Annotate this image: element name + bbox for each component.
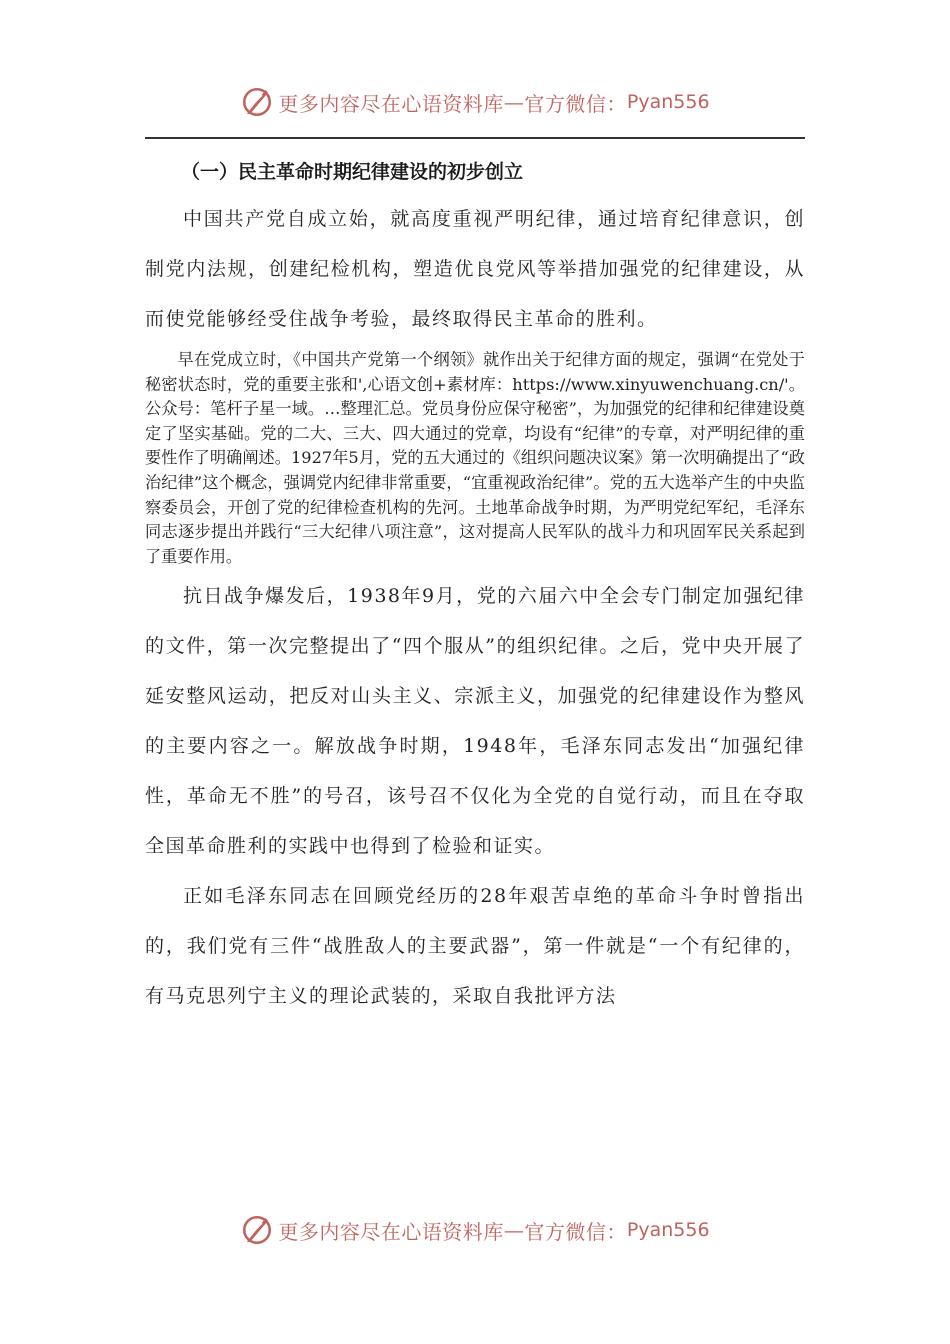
- watermark-text: 更多内容尽在心语资料库: [278, 91, 504, 116]
- watermark-separator: —: [503, 90, 525, 114]
- quill-logo-icon: [240, 1213, 274, 1247]
- watermark-suffix: 官方微信：: [524, 1219, 627, 1244]
- section-heading: （一）民主革命时期纪律建设的初步创立: [181, 161, 524, 183]
- paragraph-1: 中国共产党自成立始，就高度重视严明纪律，通过培育纪律意识，创制党内法规，创建纪检机构，塑造优良党风等举措加强党的纪律建设，从而使党能够经受住战争考验，最终取得民主革命的胜利。: [145, 208, 805, 330]
- quill-logo-icon: [240, 85, 274, 119]
- document-body: [145, 150, 805, 1021]
- paragraph-4: 正如毛泽东同志在回顾党经历的28年艰苦卓绝的革命斗争时曾指出的，我们党有三件“战胜敌人的主要武器”，第一件就是“一个有纪律的，有马克思列宁主义的理论武装的，采取自我批评方法: [145, 885, 805, 1008]
- paragraph-3: 抗日战争爆发后，1938年9月，党的六届六中全会专门制定加强纪律的文件，第一次完整提出了“四个服从”的组织纪律。之后，党中央开展了延安整风运动，把反对山头主义、宗派主义，加强党的纪律建设作为整风的主要内容之一。解放战争时期，1948年，毛泽东同志发出“加强纪律性，革命无不胜”的号召，该号召不仅化为全党的自觉行动，而且在夺取全国革命胜利的实践中也得到了检验和证实。: [145, 585, 805, 858]
- header-watermark: [0, 82, 950, 122]
- watermark-text: 更多内容尽在心语资料库: [278, 1219, 504, 1244]
- watermark-id: Pyan556: [626, 1219, 710, 1241]
- footer-watermark: [0, 1210, 950, 1250]
- header-divider: [145, 137, 805, 139]
- paragraph-2: 早在党成立时，《中国共产党第一个纲领》就作出关于纪律方面的规定，强调“在党处于秘密状态时，党的重要主张和',心语文创+素材库：https://www.xinyuwenchuang.cn/'。公众号：笔杆子星一域。…整理汇总。党员身份应保守秘密”，为加强党的纪律和纪律建设奠定了坚实基础。党的二大、三大、四大通过的党章，均设有“纪律”的专章，对严明纪律的重要性作了明确阐述。1927年5月，党的五大通过的《组织问题决议案》第一次明确提出了“政治纪律”这个概念，强调党内纪律非常重要，“宜重视政治纪律”。党的五大选举产生的中央监察委员会，开创了党的纪律检查机构的先河。土地革命战争时期，为严明党纪军纪，毛泽东同志逐步提出并践行“三大纪律八项注意”，这对提高人民军队的战斗力和巩固军民关系起到了重要作用。: [145, 350, 805, 566]
- watermark-suffix: 官方微信：: [524, 91, 627, 116]
- watermark-id: Pyan556: [626, 91, 710, 113]
- watermark-separator: —: [503, 1218, 525, 1242]
